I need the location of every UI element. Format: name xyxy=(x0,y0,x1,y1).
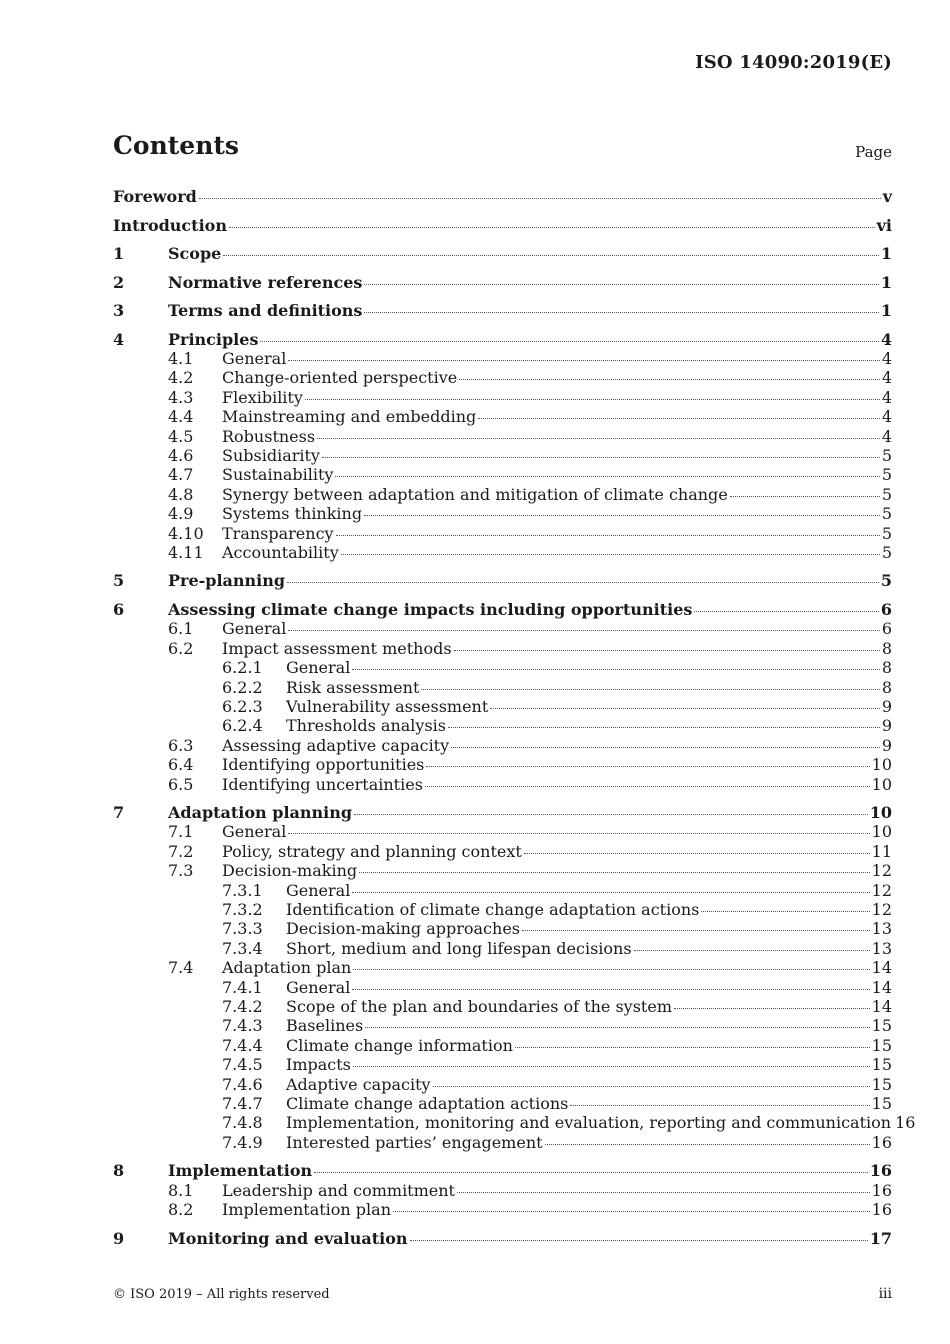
toc-entry-page: 5 xyxy=(881,523,892,543)
toc-entry-title: General xyxy=(222,348,287,368)
toc-entry-title: Mainstreaming and embedding xyxy=(222,407,477,427)
toc-entry-number: 7.4.9 xyxy=(222,1132,263,1152)
toc-entry-title: Climate change information xyxy=(286,1035,513,1055)
dot-leader xyxy=(674,1007,870,1009)
toc-entry-title: Decision-making approaches xyxy=(286,919,520,939)
dot-leader xyxy=(314,1171,868,1173)
toc-entry-number: 7.4.3 xyxy=(222,1016,263,1036)
toc-entry-title: General xyxy=(286,880,351,900)
toc-entry-title: Identification of climate change adaptation actions xyxy=(286,900,700,919)
toc-entry-number: 6.2.3 xyxy=(222,696,263,716)
dot-leader xyxy=(359,871,870,873)
dot-leader xyxy=(515,1046,870,1048)
toc-entry-number: 6.1 xyxy=(168,619,194,639)
toc-entry[interactable] xyxy=(113,755,892,775)
toc-entry-title: Short, medium and long lifespan decisions xyxy=(286,938,632,958)
toc-entry-title: Policy, strategy and planning context xyxy=(222,841,522,861)
toc-entry-title: Systems thinking xyxy=(222,504,363,524)
toc-entry[interactable] xyxy=(113,997,892,1017)
toc-entry[interactable] xyxy=(113,900,892,920)
toc-entry-title: Scope xyxy=(168,244,222,263)
dot-leader xyxy=(459,378,880,380)
toc-entry-number: 6.4 xyxy=(168,755,194,775)
toc-entry[interactable] xyxy=(113,1075,892,1095)
toc-entry[interactable] xyxy=(113,301,892,321)
toc-entry-title: Adaptive capacity xyxy=(286,1074,431,1094)
dot-leader xyxy=(322,456,880,458)
toc-entry-number: 4.7 xyxy=(168,465,194,485)
toc-entry-page: 4 xyxy=(881,426,892,446)
toc-entry-number: 7.4.7 xyxy=(222,1094,263,1113)
toc-entry[interactable] xyxy=(113,330,892,350)
toc-entry-page: 12 xyxy=(871,900,892,919)
dot-leader xyxy=(336,534,880,536)
toc-entry-page: 15 xyxy=(871,1016,892,1036)
dot-leader xyxy=(335,475,879,477)
toc-entry[interactable] xyxy=(113,678,892,698)
toc-entry-page: 14 xyxy=(871,958,892,978)
toc-entry[interactable] xyxy=(113,1055,892,1075)
toc-entry[interactable] xyxy=(113,658,892,678)
toc-entry-page: v xyxy=(882,187,892,206)
toc-entry-page: 4 xyxy=(881,387,892,407)
dot-leader xyxy=(352,891,869,893)
toc-entry-page: 4 xyxy=(881,368,892,388)
toc-entry[interactable] xyxy=(113,1200,892,1220)
toc-entry-title: General xyxy=(222,619,287,639)
toc-entry-page: vi xyxy=(876,215,892,235)
toc-entry-title: Principles xyxy=(168,329,259,349)
dot-leader xyxy=(421,688,879,690)
toc-entry-title: Thresholds analysis xyxy=(286,716,446,736)
toc-entry-title: Sustainability xyxy=(222,465,334,485)
toc-entry-page: 1 xyxy=(880,244,892,263)
toc-entry[interactable] xyxy=(113,939,892,959)
toc-entry-page: 13 xyxy=(871,938,892,958)
toc-entry[interactable] xyxy=(113,978,892,998)
dot-leader xyxy=(353,968,869,970)
toc-entry-title: Interested parties’ engagement xyxy=(286,1132,543,1152)
toc-entry-page: 9 xyxy=(881,716,892,736)
toc-entry[interactable] xyxy=(113,736,892,756)
dot-leader xyxy=(260,340,878,342)
dot-leader xyxy=(317,437,880,439)
dot-leader xyxy=(570,1104,869,1106)
toc-entry[interactable] xyxy=(113,485,892,505)
toc-entry-page: 14 xyxy=(871,997,892,1016)
toc-entry-number: 3 xyxy=(113,301,125,320)
toc-entry-number: 8.1 xyxy=(168,1180,194,1200)
toc-entry[interactable] xyxy=(113,1094,892,1114)
toc-entry-title: Risk assessment xyxy=(286,677,420,697)
toc-entry-page: 16 xyxy=(871,1180,892,1200)
toc-entry[interactable] xyxy=(113,1161,892,1181)
toc-entry-number: 4.10 xyxy=(168,523,204,543)
toc-entry-title: Assessing climate change impacts including opportunities xyxy=(168,599,693,619)
toc-entry-number: 8 xyxy=(113,1161,125,1181)
contents-heading: Contents xyxy=(113,131,240,160)
toc-entry-page: 13 xyxy=(871,919,892,939)
toc-entry[interactable] xyxy=(113,958,892,978)
toc-entry-title: Accountability xyxy=(222,542,339,562)
dot-leader xyxy=(364,514,880,516)
toc-entry-number: 4.2 xyxy=(168,368,194,388)
dot-leader xyxy=(229,226,875,228)
toc-entry[interactable] xyxy=(113,273,892,293)
dot-leader xyxy=(454,649,880,651)
toc-entry[interactable] xyxy=(113,639,892,659)
toc-entry-title: Adaptation plan xyxy=(222,958,352,978)
dot-leader xyxy=(288,629,879,631)
dot-leader xyxy=(288,359,879,361)
toc-entry-page: 4 xyxy=(880,329,892,349)
toc-entry-title: Introduction xyxy=(113,215,227,235)
dot-leader xyxy=(288,832,869,834)
copyright-notice: © ISO 2019 – All rights reserved xyxy=(113,1287,330,1302)
toc-entry-number: 8.2 xyxy=(168,1200,194,1220)
toc-entry-title: Scope of the plan and boundaries of the system xyxy=(286,997,672,1016)
toc-entry-number: 5 xyxy=(113,571,125,591)
toc-entry-number: 7.4.1 xyxy=(222,977,263,997)
toc-entry-title: Identifying uncertainties xyxy=(222,774,423,794)
toc-entry-title: Subsidiarity xyxy=(222,445,320,465)
toc-entry[interactable] xyxy=(113,187,892,207)
toc-entry-number: 4.1 xyxy=(168,348,194,368)
toc-entry-page: 1 xyxy=(880,301,892,320)
toc-entry[interactable] xyxy=(113,571,892,591)
toc-entry-page: 4 xyxy=(881,348,892,368)
toc-entry-number: 7.4.4 xyxy=(222,1035,263,1055)
dot-leader xyxy=(478,417,880,419)
toc-entry-number: 6.3 xyxy=(168,735,194,755)
toc-entry-page: 6 xyxy=(880,599,892,619)
toc-entry-number: 6 xyxy=(113,599,125,619)
toc-entry-page: 6 xyxy=(881,619,892,639)
dot-leader xyxy=(545,1143,870,1145)
dot-leader xyxy=(451,746,880,748)
toc-entry[interactable] xyxy=(113,1181,892,1201)
dot-leader xyxy=(287,581,879,583)
toc-entry[interactable] xyxy=(113,216,892,236)
toc-entry[interactable] xyxy=(113,822,892,842)
toc-entry-number: 4.11 xyxy=(168,542,204,562)
toc-entry[interactable] xyxy=(113,524,892,544)
toc-entry[interactable] xyxy=(113,600,892,620)
toc-entry-page: 8 xyxy=(881,638,892,658)
toc-entry-page: 11 xyxy=(871,841,892,861)
toc-entry-title: Change-oriented perspective xyxy=(222,368,458,388)
toc-entry-number: 2 xyxy=(113,272,125,292)
toc-entry[interactable] xyxy=(113,388,892,408)
toc-entry-page: 15 xyxy=(871,1094,892,1113)
toc-entry-page: 12 xyxy=(871,880,892,900)
dot-leader xyxy=(701,910,869,912)
toc-entry-page: 5 xyxy=(881,465,892,485)
toc-entry-page: 9 xyxy=(881,696,892,716)
dot-leader xyxy=(352,988,869,990)
dot-leader xyxy=(522,929,870,931)
toc-entry-page: 12 xyxy=(871,861,892,881)
toc-entry-title: Baselines xyxy=(286,1016,364,1036)
toc-entry-title: Identifying opportunities xyxy=(222,755,425,775)
toc-entry-page: 5 xyxy=(881,542,892,562)
toc-entry-number: 1 xyxy=(113,244,125,263)
toc-entry-page: 9 xyxy=(881,735,892,755)
toc-entry[interactable] xyxy=(113,504,892,524)
toc-entry-page: 5 xyxy=(880,571,892,591)
dot-leader xyxy=(364,283,878,285)
toc-entry-number: 4.9 xyxy=(168,504,194,524)
toc-entry-number: 6.2.1 xyxy=(222,658,263,678)
toc-entry[interactable] xyxy=(113,881,892,901)
toc-entry-number: 7.3.3 xyxy=(222,919,263,939)
dot-leader xyxy=(354,813,868,815)
toc-entry-page: 16 xyxy=(871,1200,892,1220)
toc-entry-page: 15 xyxy=(871,1055,892,1075)
toc-entry[interactable] xyxy=(113,1229,892,1249)
toc-entry-page: 16 xyxy=(895,1113,916,1133)
dot-leader xyxy=(433,1085,870,1087)
toc-entry-page: 4 xyxy=(881,407,892,427)
toc-entry-title: Leadership and commitment xyxy=(222,1180,455,1200)
toc-entry-number: 7.4.2 xyxy=(222,997,263,1016)
toc-entry-title: Monitoring and evaluation xyxy=(168,1228,408,1248)
toc-entry[interactable] xyxy=(113,1113,916,1133)
toc-entry-number: 7.4.5 xyxy=(222,1055,263,1075)
dot-leader xyxy=(694,610,878,612)
document-code: ISO 14090:2019(E) xyxy=(695,52,892,73)
dot-leader xyxy=(365,1026,869,1028)
toc-entry-title: Synergy between adaptation and mitigation of climate change xyxy=(222,484,728,504)
toc-entry-number: 4.3 xyxy=(168,387,194,407)
toc-entry[interactable] xyxy=(113,446,892,466)
toc-entry-page: 5 xyxy=(881,484,892,504)
toc-entry-number: 6.2.4 xyxy=(222,716,263,736)
toc-entry-title: Pre-planning xyxy=(168,571,286,591)
toc-entry-title: Impact assessment methods xyxy=(222,638,452,658)
toc-entry-title: Adaptation planning xyxy=(168,803,353,822)
toc-entry-number: 7.4.6 xyxy=(222,1074,263,1094)
dot-leader xyxy=(393,1210,870,1212)
toc-entry-number: 7 xyxy=(113,803,125,822)
toc-entry-number: 4.4 xyxy=(168,407,194,427)
toc-entry-page: 16 xyxy=(869,1161,892,1181)
toc-entry-title: Robustness xyxy=(222,426,316,446)
toc-entry-page: 10 xyxy=(869,803,892,822)
toc-entry-number: 7.1 xyxy=(168,822,194,842)
toc-entry-number: 4.6 xyxy=(168,445,194,465)
toc-entry-number: 7.3.1 xyxy=(222,880,263,900)
toc-entry-title: Transparency xyxy=(222,523,334,543)
toc-entry[interactable] xyxy=(113,1133,892,1153)
toc-entry[interactable] xyxy=(113,244,892,264)
toc-entry[interactable] xyxy=(113,1036,892,1056)
toc-entry-number: 7.4.8 xyxy=(222,1113,263,1133)
toc-entry-page: 17 xyxy=(869,1228,892,1248)
toc-entry[interactable] xyxy=(113,349,892,369)
toc-entry[interactable] xyxy=(113,803,892,823)
dot-leader xyxy=(425,785,870,787)
toc-entry-page: 10 xyxy=(871,822,892,842)
toc-entry-title: Implementation plan xyxy=(222,1200,392,1220)
toc-entry-title: Implementation xyxy=(168,1161,313,1181)
toc-entry-page: 10 xyxy=(871,755,892,775)
dot-leader xyxy=(490,707,880,709)
toc-entry[interactable] xyxy=(113,775,892,795)
toc-entry-title: Assessing adaptive capacity xyxy=(222,735,450,755)
toc-entry-page: 8 xyxy=(881,677,892,697)
dot-leader xyxy=(426,765,869,767)
toc-entry[interactable] xyxy=(113,543,892,563)
dot-leader xyxy=(364,311,878,313)
toc-entry-title: Flexibility xyxy=(222,387,303,407)
table-of-contents xyxy=(113,0,916,1344)
dot-leader xyxy=(448,726,880,728)
toc-entry-title: Normative references xyxy=(168,272,363,292)
toc-entry[interactable] xyxy=(113,619,892,639)
toc-entry-page: 14 xyxy=(871,977,892,997)
toc-entry-number: 9 xyxy=(113,1228,125,1248)
dot-leader xyxy=(634,949,870,951)
toc-entry-title: Vulnerability assessment xyxy=(286,696,489,716)
dot-leader xyxy=(457,1191,870,1193)
toc-entry[interactable] xyxy=(113,842,892,862)
toc-entry-page: 15 xyxy=(871,1074,892,1094)
toc-entry-number: 4.8 xyxy=(168,484,194,504)
toc-entry-page: 15 xyxy=(871,1035,892,1055)
dot-leader xyxy=(199,197,881,199)
toc-entry-page: 16 xyxy=(871,1132,892,1152)
toc-entry-page: 5 xyxy=(881,504,892,524)
toc-entry[interactable] xyxy=(113,407,892,427)
toc-entry-title: General xyxy=(286,977,351,997)
dot-leader xyxy=(410,1239,868,1241)
toc-entry[interactable] xyxy=(113,427,892,447)
toc-entry[interactable] xyxy=(113,861,892,881)
toc-entry-number: 4.5 xyxy=(168,426,194,446)
toc-entry-number: 6.2 xyxy=(168,638,194,658)
toc-entry-number: 7.3 xyxy=(168,861,194,881)
toc-entry-title: Implementation, monitoring and evaluation, reporting and communication xyxy=(286,1113,892,1133)
toc-entry[interactable] xyxy=(113,465,892,485)
dot-leader xyxy=(305,398,880,400)
toc-entry-page: 5 xyxy=(881,445,892,465)
toc-entry-page: 10 xyxy=(871,774,892,794)
toc-entry-number: 7.3.2 xyxy=(222,900,263,919)
dot-leader xyxy=(341,553,880,555)
page-number: iii xyxy=(878,1286,892,1302)
dot-leader xyxy=(223,254,879,256)
dot-leader xyxy=(353,1065,870,1067)
toc-entry-title: Foreword xyxy=(113,187,197,206)
toc-entry-title: General xyxy=(286,658,351,678)
toc-entry[interactable] xyxy=(113,1016,892,1036)
toc-entry[interactable] xyxy=(113,368,892,388)
dot-leader xyxy=(730,495,880,497)
toc-entry-number: 4 xyxy=(113,329,125,349)
toc-entry-title: Impacts xyxy=(286,1055,351,1075)
toc-entry-title: Terms and definitions xyxy=(168,301,363,320)
toc-entry-number: 7.2 xyxy=(168,841,194,861)
dot-leader xyxy=(524,852,870,854)
toc-entry[interactable] xyxy=(113,697,892,717)
toc-entry-number: 7.4 xyxy=(168,958,194,978)
toc-entry-page: 8 xyxy=(881,658,892,678)
toc-entry[interactable] xyxy=(113,716,892,736)
toc-entry-number: 6.2.2 xyxy=(222,677,263,697)
toc-entry-title: Climate change adaptation actions xyxy=(286,1094,569,1113)
toc-entry-page: 1 xyxy=(880,272,892,292)
page-column-label: Page xyxy=(855,143,892,161)
toc-entry-title: General xyxy=(222,822,287,842)
toc-entry-number: 6.5 xyxy=(168,774,194,794)
toc-entry-title: Decision-making xyxy=(222,861,358,881)
toc-entry[interactable] xyxy=(113,919,892,939)
dot-leader xyxy=(352,668,879,670)
toc-entry-number: 7.3.4 xyxy=(222,938,263,958)
